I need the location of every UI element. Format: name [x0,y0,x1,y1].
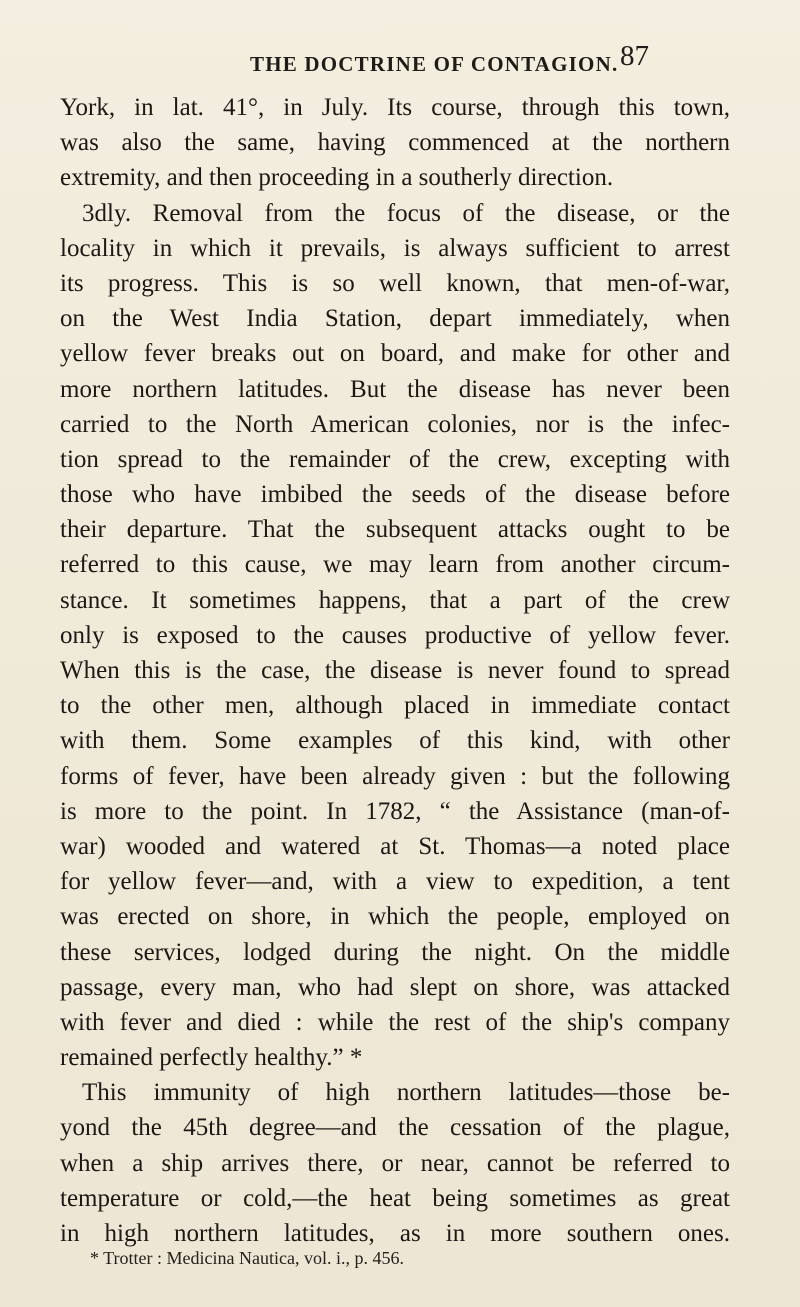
page-number: 87 [620,40,649,72]
text-line: with them. Some examples of this kind, with other [60,727,730,755]
page-header [0,38,800,78]
text-line: their departure. That the subsequent attacks ought to be [60,516,730,544]
text-line: 3dly. Removal from the focus of the disease, or the [82,199,730,227]
text-line: is more to the point. In 1782, “ the Assistance (man-of- [60,797,730,825]
text-line: yellow fever breaks out on board, and make for other and [60,340,730,368]
text-line: remained perfectly healthy.” * [60,1044,363,1072]
text-line: its progress. This is so well known, that men-of-war, [60,269,730,297]
footnote: * Trotter : Medicina Nautica, vol. i., p. 456. [90,1248,404,1268]
text-line: yond the 45th degree—and the cessation of the plague, [60,1114,730,1142]
text-line: temperature or cold,—the heat being sometimes as great [60,1184,730,1212]
text-line: more northern latitudes. But the disease has never been [60,375,730,403]
text-line: to the other men, although placed in immediate contact [60,692,730,720]
text-line: referred to this cause, we may learn from another circum- [60,551,730,579]
text-line: these services, lodged during the night. On the middle [60,938,730,966]
body-text [60,90,730,1251]
text-line: with fever and died : while the rest of the ship's company [60,1008,730,1036]
running-title: THE DOCTRINE OF CONTAGION. [250,52,619,76]
text-line: in high northern latitudes, as in more southern ones. [60,1220,730,1247]
text-line: York, in lat. 41°, in July. Its course, through this town, [60,94,730,121]
text-line: war) wooded and watered at St. Thomas—a noted place [60,832,730,860]
text-line: was also the same, having commenced at the northern [60,129,730,157]
text-line: tion spread to the remainder of the crew, excepting with [60,445,730,473]
text-line: forms of fever, have been already given : but the following [60,762,730,790]
text-line: for yellow fever—and, with a view to expedition, a tent [60,868,730,896]
text-line: only is exposed to the causes productive of yellow fever. [60,621,730,649]
text-line: those who have imbibed the seeds of the disease before [60,481,730,509]
text-line: stance. It sometimes happens, that a part of the crew [60,586,730,614]
text-line: was erected on shore, in which the people, employed on [60,903,730,931]
text-line: carried to the North American colonies, nor is the infec- [60,410,730,438]
text-line: extremity, and then proceeding in a southerly direction. [60,164,614,192]
text-line: passage, every man, who had slept on shore, was attacked [60,973,730,1001]
text-line: when a ship arrives there, or near, cannot be referred to [60,1149,730,1177]
text-line: This immunity of high northern latitudes—those be- [82,1079,730,1107]
text-line: locality in which it prevails, is always sufficient to arrest [60,234,730,262]
text-line: When this is the case, the disease is never found to spread [60,657,730,684]
text-line: on the West India Station, depart immediately, when [60,305,730,333]
